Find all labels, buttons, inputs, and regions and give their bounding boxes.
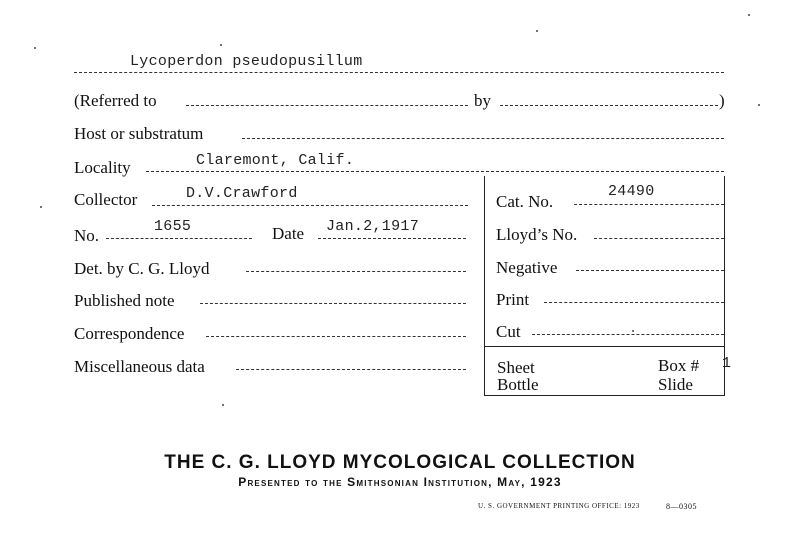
collector-label: Collector — [74, 190, 138, 209]
cut-line — [532, 334, 724, 335]
collector-value: D.V.Crawford — [186, 185, 298, 202]
no-label: No. — [74, 226, 100, 245]
locality-label: Locality — [74, 158, 131, 177]
published-note-label: Published note — [74, 291, 175, 310]
scan-speck — [632, 330, 634, 332]
det-by-label: Det. by C. G. Lloyd — [74, 259, 210, 278]
correspondence-label: Correspondence — [74, 324, 185, 343]
form-number: 8—0305 — [666, 502, 697, 511]
scan-speck — [34, 47, 36, 49]
cat-no-line — [574, 204, 724, 205]
scan-speck — [536, 30, 538, 32]
locality-value: Claremont, Calif. — [196, 152, 355, 169]
date-label: Date — [272, 224, 305, 243]
scan-speck — [222, 404, 224, 406]
cat-no-value: 24490 — [608, 183, 655, 200]
lloyds-no-label: Lloyd’s No. — [496, 225, 578, 244]
misc-data-line — [236, 369, 466, 370]
scan-speck — [758, 104, 760, 106]
referred-to-label: (Referred to — [74, 91, 157, 110]
bottle-label: Bottle — [497, 375, 539, 394]
correspondence-line — [206, 336, 466, 337]
printing-office-imprint: U. S. GOVERNMENT PRINTING OFFICE: 1923 — [478, 502, 640, 510]
sheet-label: Sheet — [497, 358, 535, 377]
collector-line — [152, 205, 468, 206]
print-label: Print — [496, 290, 530, 309]
scan-speck — [40, 206, 42, 208]
lloyds-no-line — [594, 238, 724, 239]
side-box-bottom-border — [484, 395, 725, 396]
slide-label: Slide — [658, 375, 693, 394]
print-line — [544, 302, 724, 303]
locality-line — [146, 171, 724, 172]
referred-to-line — [186, 105, 468, 106]
side-box-divider — [484, 346, 725, 347]
collection-title: THE C. G. LLOYD MYCOLOGICAL COLLECTION — [164, 452, 636, 473]
date-value: Jan.2,1917 — [326, 218, 420, 235]
box-value: 1 — [722, 355, 732, 372]
no-line — [106, 238, 252, 239]
by-label: by — [474, 91, 491, 110]
host-line — [242, 138, 724, 139]
scan-speck — [220, 44, 222, 46]
species-name: Lycoperdon pseudopusillum — [130, 53, 363, 70]
negative-label: Negative — [496, 258, 558, 277]
cat-no-label: Cat. No. — [496, 192, 554, 211]
date-line — [318, 238, 466, 239]
by-line — [500, 105, 718, 106]
scan-speck — [748, 14, 750, 16]
host-label: Host or substratum — [74, 124, 204, 143]
cut-label: Cut — [496, 322, 521, 341]
box-label: Box # — [658, 356, 700, 375]
collection-subtitle: Presented to the Smithsonian Institution, May, 1923 — [238, 475, 562, 489]
side-box-left-border — [484, 176, 485, 396]
negative-line — [576, 270, 724, 271]
det-by-line — [246, 271, 466, 272]
published-note-line — [200, 303, 466, 304]
misc-data-label: Miscellaneous data — [74, 357, 205, 376]
no-value: 1655 — [154, 218, 192, 235]
species-line — [74, 72, 724, 73]
close-paren: ) — [719, 91, 725, 110]
